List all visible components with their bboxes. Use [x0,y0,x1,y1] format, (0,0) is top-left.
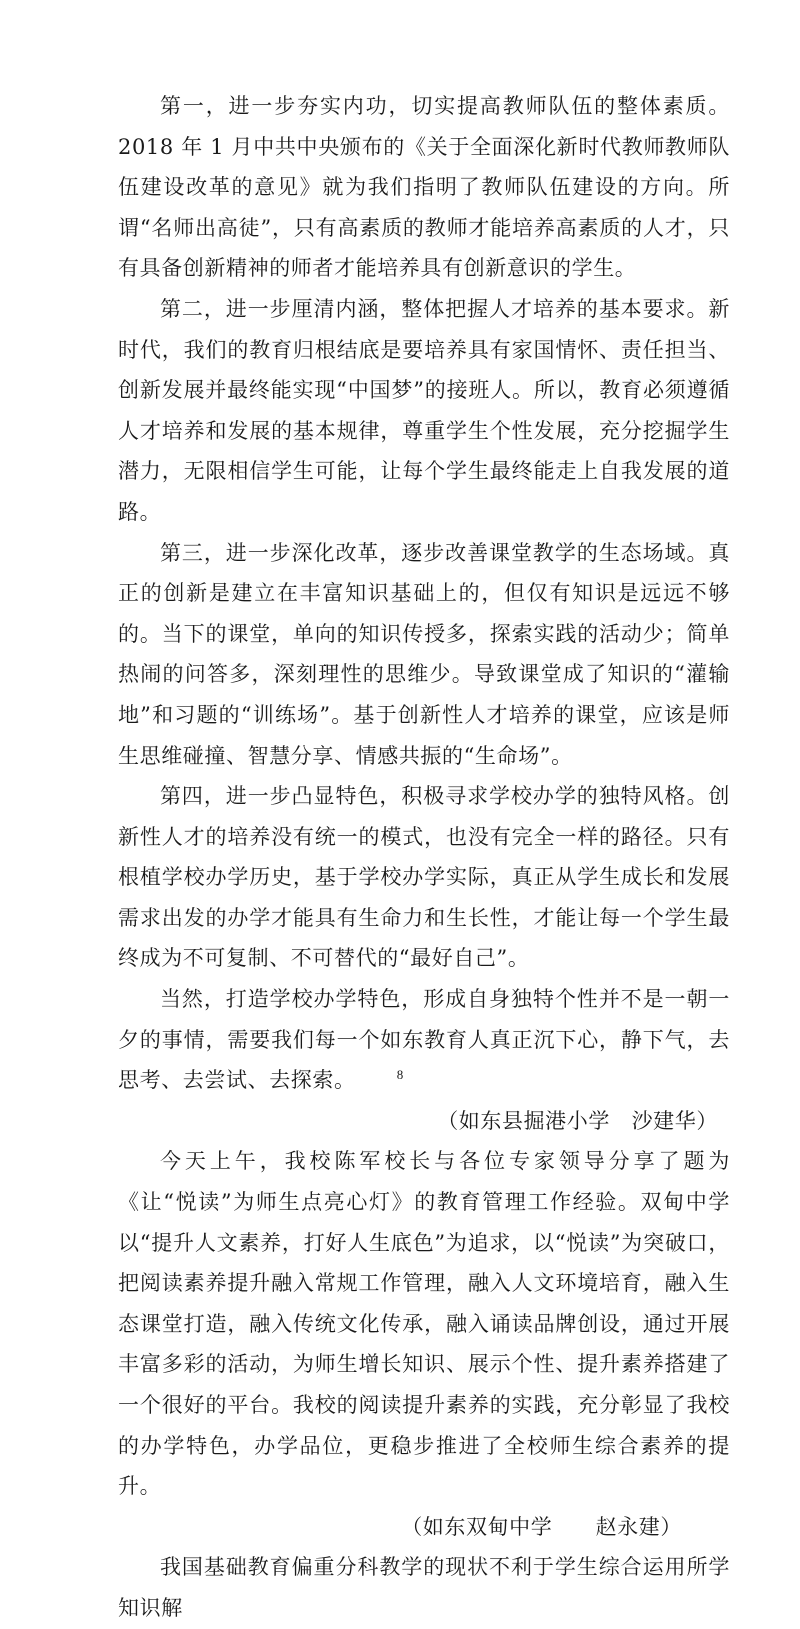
paragraph-5: 当然，打造学校办学特色，形成自身独特个性并不是一朝一夕的事情，需要我们每一个如东教育人真正沉下心，静下气，去思考、去尝试、去探索。 [118,987,730,1093]
author-signature-1: （如东县掘港小学 沙建华） [437,1108,718,1133]
author-signature-2: （如东双甸中学 赵永建） [401,1514,682,1539]
paragraph-1: 第一，进一步夯实内功，切实提高教师队伍的整体素质。2018 年 1 月中共中央颁布的《关于全面深化新时代教师教师队伍建设改革的意见》就为我们指明了教师队伍建设的方向。所谓“名师出高徒”，只有高素质的教师才能培养高素质的人才，只有具备创新精神的师者才能培养具有创新意识的学生。 [118,94,730,281]
paragraph-7: 我国基础教育偏重分科教学的现状不利于学生综合运用所学知识解 [118,1555,730,1620]
paragraph-6: 今天上午，我校陈军校长与各位专家领导分享了题为《让“悦读”为师生点亮心灯》的教育管理工作经验。双甸中学以“提升人文素养，打好人生底色”为追求，以“悦读”为突破口，把阅读素养提升融入常规工作管理，融入人文环境培育，融入生态课堂打造，融入传统文化传承，融入诵读品牌创设，通过开展丰富多彩的活动，为师生增长知识、展示个性、提升素养搭建了一个很好的平台。我校的阅读提升素养的实践，充分彰显了我校的办学特色，办学品位，更稳步推进了全校师生综合素养的提升。 [118,1149,730,1499]
paragraph-4: 第四，进一步凸显特色，积极寻求学校办学的独特风格。创新性人才的培养没有统一的模式，也没有完全一样的路径。只有根植学校办学历史，基于学校办学实际，真正从学生成长和发展需求出发的办学才能具有生命力和生长性，才能让每一个学生最终成为不可复制、不可替代的“最好自己”。 [118,784,730,971]
page-number: 8 [396,1067,404,1082]
paragraph-2: 第二，进一步厘清内涵，整体把握人才培养的基本要求。新时代，我们的教育归根结底是要培养具有家国情怀、责任担当、创新发展并最终能实现“中国梦”的接班人。所以，教育必须遵循人才培养和发展的基本规律，尊重学生个性发展，充分挖掘学生潜力，无限相信学生可能，让每个学生最终能走上自我发展的道路。 [118,296,730,524]
document-body [118,86,730,1629]
paragraph-3: 第三，进一步深化改革，逐步改善课堂教学的生态场域。真正的创新是建立在丰富知识基础上的，但仅有知识是远远不够的。当下的课堂，单向的知识传授多，探索实践的活动少；简单热闹的问答多，深刻理性的思维少。导致课堂成了知识的“灌输地”和习题的“训练场”。基于创新性人才培养的课堂，应该是师生思维碰撞、智慧分享、情感共振的“生命场”。 [118,540,730,768]
